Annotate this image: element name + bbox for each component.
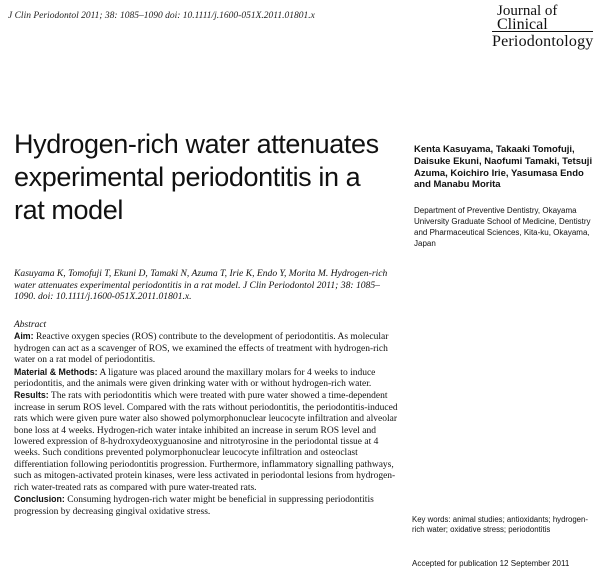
keywords: Key words: animal studies; antioxidants; hydrogen-rich water; oxidative stress; periodontitis bbox=[412, 515, 588, 534]
methods-label: Material & Methods: bbox=[14, 366, 98, 377]
author-list: Kenta Kasuyama, Takaaki Tomofuji, Daisuke Ekuni, Naofumi Tamaki, Tetsuji Azuma, Koichiro Irie, Yasumasa Endo and Manabu Morita bbox=[414, 144, 593, 191]
masthead-periodontology: Periodontology bbox=[492, 33, 594, 50]
methods-text: A ligature was placed around the maxillary molars for 4 weeks to induce periodontitis, and the animals were given drinking water with or without hydrogen-rich water. bbox=[14, 367, 376, 390]
abstract-aim bbox=[14, 331, 406, 366]
results-text: The rats with periodontitis which were treated with pure water showed a time-dependent increase in serum ROS level. Compared with the rats without periodontitis, the periodontitis-induced rats which were given pure water also showed polymorphonuclear leucocyte infiltration and alveolar bone loss at 4 weeks. Hydrogen-rich water intake inhibited an increase in serum ROS level and lowered expression of 8-hydroxydeoxyguanosine and nitrotyrosine in the periodontal tissue at 4 weeks. Such conditions prevented polymorphonuclear leucocyte infiltration and osteoclast differentiation following periodontitis progression. Furthermore, inflammatory signalling pathways, such as mitogen-activated protein kinases, were less activated in periodontal lesions from hydrogen-rich water-treated rats as compared with pure water-treated rats. bbox=[14, 391, 398, 493]
masthead-clinical: Clinical bbox=[497, 16, 548, 33]
accepted-date: Accepted for publication 12 September 2011 bbox=[412, 559, 570, 568]
abstract-section bbox=[14, 320, 406, 518]
masthead-journal-of: Journal of bbox=[497, 3, 558, 19]
abstract-methods bbox=[14, 367, 406, 391]
aim-label: Aim: bbox=[14, 331, 34, 342]
conclusion-label: Conclusion: bbox=[14, 494, 65, 505]
journal-masthead bbox=[497, 4, 597, 32]
recommended-citation: Kasuyama K, Tomofuji T, Ekuni D, Tamaki N, Azuma T, Irie K, Endo Y, Morita M. Hydrogen-rich water attenuates experimental periodontitis in a rat model. J Clin Periodontol 2011; 38: 1085–1090. doi: 10.1111/j.1600-051X.2011.01801.x. bbox=[14, 268, 388, 303]
abstract-conclusion bbox=[14, 494, 406, 518]
abstract-results bbox=[14, 390, 406, 494]
conclusion-text: Consuming hydrogen-rich water might be beneficial in suppressing periodontitis progression by decreasing gingival oxidative stress. bbox=[14, 495, 374, 517]
aim-text: Reactive oxygen species (ROS) contribute to the development of periodontitis. As molecular hydrogen can act as a scavenger of ROS, we examined the effects of treatment with hydrogen-rich water on a rat model of periodontitis. bbox=[14, 332, 389, 366]
journal-citation-header: J Clin Periodontol 2011; 38: 1085–1090 doi: 10.1111/j.1600-051X.2011.01801.x bbox=[8, 11, 315, 21]
article-title: Hydrogen-rich water attenuates experimental periodontitis in a rat model bbox=[14, 129, 379, 225]
abstract-heading: Abstract bbox=[14, 320, 47, 330]
results-label: Results: bbox=[14, 390, 49, 401]
author-affiliation: Department of Preventive Dentistry, Okayama University Graduate School of Medicine, Dentistry and Pharmaceutical Sciences, Kita-ku, Okayama, Japan bbox=[414, 206, 591, 248]
